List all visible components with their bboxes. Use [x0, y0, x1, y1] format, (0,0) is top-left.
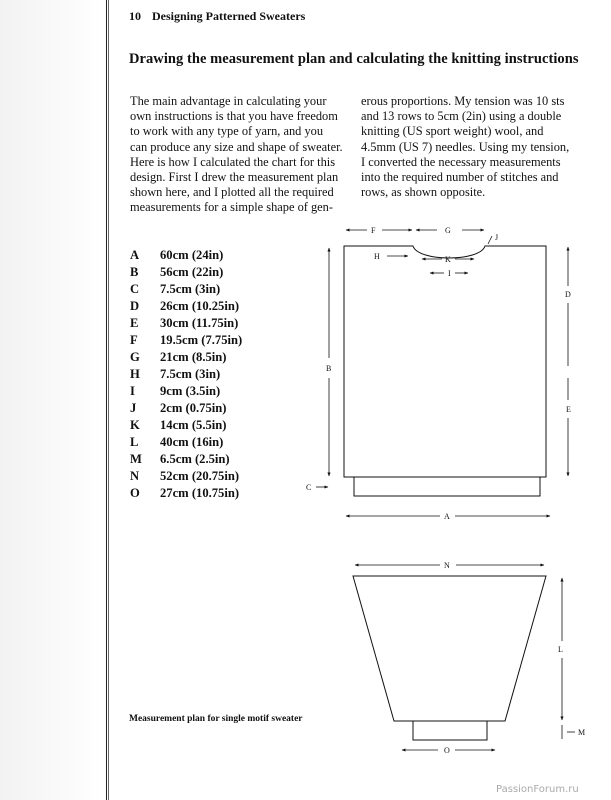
- legend-value: 6.5cm (2.5in): [160, 452, 230, 466]
- legend-letter: B: [130, 265, 139, 279]
- legend-value: 27cm (10.75in): [160, 486, 240, 500]
- text-line: erous proportions. My tension was 10 sts: [361, 94, 565, 108]
- text-line: to work with any type of yarn, and you: [130, 124, 324, 139]
- text-line: and 13 rows to 5cm (2in) using a double: [361, 109, 562, 124]
- text-line: I converted the necessary measurements: [361, 154, 561, 169]
- dim-line-j: [488, 236, 492, 244]
- sleeve-piece: [353, 576, 546, 740]
- legend-letter: M: [130, 452, 142, 466]
- legend-letter: D: [130, 299, 140, 313]
- legend-value: 40cm (16in): [160, 435, 224, 449]
- text-line: own instructions is that you have freedom: [130, 109, 338, 124]
- label-c: C: [306, 483, 312, 492]
- body-outline: [344, 246, 546, 477]
- legend-value: 9cm (3.5in): [160, 384, 221, 398]
- label-a: A: [444, 512, 450, 521]
- label-h: H: [374, 252, 380, 261]
- legend-value: 26cm (10.25in): [160, 299, 240, 313]
- legend-value: 56cm (22in): [160, 265, 224, 279]
- sleeve-dimension-lines: [355, 565, 575, 750]
- legend-letter: G: [130, 350, 140, 364]
- body-piece: [344, 246, 546, 496]
- text-line: into the required number of stitches and: [361, 170, 559, 185]
- legend-value: 52cm (20.75in): [160, 469, 240, 483]
- legend-letter: J: [130, 401, 137, 415]
- cuff-rib: [413, 721, 487, 740]
- legend-letter: C: [130, 282, 140, 296]
- sleeve-outline: [353, 576, 546, 721]
- label-f: F: [371, 226, 376, 235]
- text-line: can produce any size and shape of sweater.: [130, 139, 343, 154]
- legend-letter: K: [130, 418, 140, 432]
- section-title: Drawing the measurement plan and calculating the knitting instructions: [129, 51, 579, 67]
- legend-value: 30cm (11.75in): [160, 316, 239, 330]
- text-line: 4.5mm (US 7) needles. Using my tension,: [361, 139, 570, 154]
- legend-letter: N: [130, 469, 140, 483]
- label-j: J: [495, 233, 499, 242]
- page-number: 10: [129, 9, 141, 23]
- legend-value: 14cm (5.5in): [160, 418, 227, 432]
- text-line: measurements for a simple shape of gen-: [130, 200, 333, 215]
- label-d: D: [565, 290, 571, 299]
- figure-caption: Measurement plan for single motif sweater: [129, 714, 303, 724]
- legend-letter: H: [130, 367, 140, 381]
- sleeve-labels: [444, 561, 585, 755]
- label-n: N: [444, 561, 450, 570]
- welt-rib: [354, 477, 540, 496]
- label-m: M: [578, 728, 586, 737]
- text-line: Here is how I calculated the chart for this: [130, 154, 336, 169]
- legend-value: 19.5cm (7.75in): [160, 333, 243, 347]
- label-o: O: [444, 746, 450, 755]
- label-b: B: [326, 364, 332, 373]
- legend-value: 2cm (0.75in): [160, 401, 227, 415]
- text-line: rows, as shown opposite.: [361, 185, 486, 200]
- label-k: K: [445, 255, 451, 264]
- watermark: PassionForum.ru: [496, 784, 579, 795]
- label-i: I: [448, 269, 451, 278]
- legend-letter: E: [130, 316, 139, 330]
- dimension-lines: [316, 230, 568, 516]
- legend-letter: A: [130, 248, 140, 262]
- text-line: knitting (US sport weight) wool, and: [361, 124, 544, 139]
- legend-value: 7.5cm (3in): [160, 367, 221, 381]
- label-l: L: [558, 645, 563, 654]
- label-e: E: [566, 405, 571, 414]
- legend-letter: O: [130, 486, 140, 500]
- text-line: design. First I drew the measurement plan: [130, 170, 339, 185]
- label-g: G: [445, 226, 451, 235]
- running-head-title: Designing Patterned Sweaters: [152, 9, 306, 23]
- legend-value: 21cm (8.5in): [160, 350, 227, 364]
- legend-letter: L: [130, 435, 139, 449]
- text-line: shown here, and I plotted all the required: [130, 185, 334, 200]
- legend-value: 7.5cm (3in): [160, 282, 221, 296]
- legend-value: 60cm (24in): [160, 248, 224, 262]
- text-line: The main advantage in calculating your: [130, 94, 327, 108]
- legend-letter: I: [130, 384, 135, 398]
- legend-letter: F: [130, 333, 138, 347]
